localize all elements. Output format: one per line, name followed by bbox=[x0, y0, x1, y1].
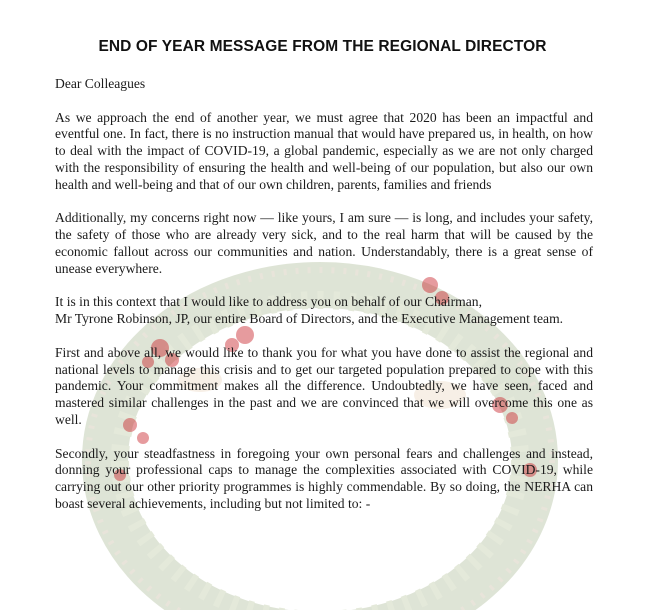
paragraph-thanks: First and above all, we would like to thank you for what you have done to assist the regional and national levels to manage this crisis and to get our targeted population prepared to cope with this pandemic. Your commitment makes all the difference. Undoubtedly, we have seen, faced and mastered similar challenges in the past and we are convinced that we will overcome this one as well. bbox=[55, 344, 593, 427]
document-title: END OF YEAR MESSAGE FROM THE REGIONAL DIRECTOR bbox=[98, 38, 547, 55]
paragraph-concerns: Additionally, my concerns right now — like yours, I am sure — is long, and includes your safety, the safety of those who are already very sick, and to the real harm that will be caused by the economic fallout across our communities and nation. Understandably, there is a great sense of unease everywhere. bbox=[55, 210, 593, 276]
paragraph-intro: As we approach the end of another year, we must agree that 2020 has been an impactful and eventful one. In fact, there is no instruction manual that would have prepared us, in health, on how to deal with the impact of COVID-19, a global pandemic, especially as we are not only charged with the responsibility of ensuring the health and well-being of our population, but also our own health and well-being and that of our own children, parents, families and friends bbox=[55, 109, 593, 192]
letter-body bbox=[55, 76, 593, 530]
paragraph-context bbox=[55, 294, 593, 328]
context-line-2: Mr Tyrone Robinson, JP, our entire Board of Directors, and the Executive Management team. bbox=[55, 311, 564, 327]
context-line-1: It is in this context that I would like to address you on behalf of our Chairman, bbox=[55, 294, 482, 310]
paragraph-steadfastness: Secondly, your steadfastness in foregoing your own personal fears and challenges and instead, donning your professional caps to manage the complexities associated with COVID-19, while carrying out our other priority programmes is highly commendable. By so doing, the NERHA can boast several achievements, including but not limited to: - bbox=[55, 445, 593, 511]
greeting: Dear Colleagues bbox=[55, 76, 146, 91]
